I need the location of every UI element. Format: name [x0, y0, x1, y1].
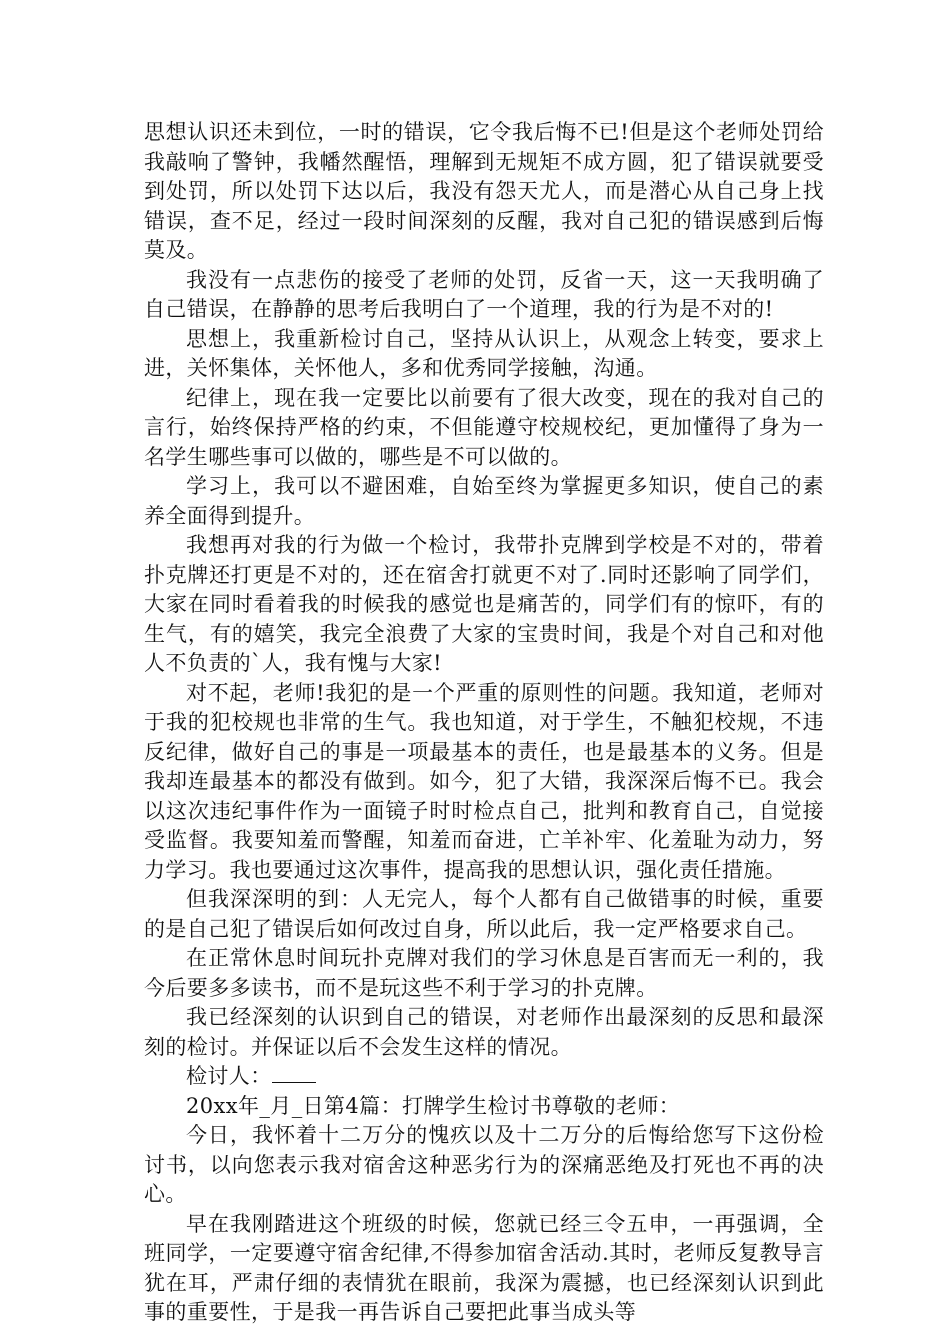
paragraph-9: 在正常休息时间玩扑克牌对我们的学习休息是百害而无一利的，我今后要多多读书，而不是玩这些不利于学习的扑克牌。 — [144, 946, 824, 1000]
paragraph-7: 对不起，老师!我犯的是一个严重的原则性的问题。我知道，老师对于我的犯校规也非常的生气。我也知道，对于学生，不触犯校规，不违反纪律，做好自己的事是一项最基本的责任，也是最基本的义务。但是我却连最基本的都没有做到。如今，犯了大错，我深深后悔不已。我会以这次违纪事件作为一面镜子时时检点自己，批判和教育自己，自觉接受监督。我要知羞而警醒，知羞而奋进，亡羊补牢、化羞耻为动力，努力学习。我也要通过这次事件，提高我的思想认识，强化责任措施。 — [144, 680, 824, 882]
signature-label: 检讨人： — [186, 1064, 272, 1088]
paragraph-1: 思想认识还未到位，一时的错误，它令我后悔不已!但是这个老师处罚给我敲响了警钟，我幡然醒悟，理解到无规矩不成方圆，犯了错误就要受到处罚，所以处罚下达以后，我没有怨天尤人，而是潜心从自己身上找错误，查不足，经过一段时间深刻的反醒，我对自己犯的错误感到后悔莫及。 — [144, 120, 824, 262]
paragraph-6: 我想再对我的行为做一个检讨，我带扑克牌到学校是不对的，带着扑克牌还打更是不对的，还在宿舍打就更不对了.同时还影响了同学们，大家在同时看着我的时候我的感觉也是痛苦的，同学们有的惊吓，有的生气，有的嬉笑，我完全浪费了大家的宝贵时间，我是个对自己和对他人不负责的`人，我有愧与大家! — [144, 533, 824, 675]
document-body — [144, 118, 824, 1328]
paragraph-2: 我没有一点悲伤的接受了老师的处罚，反省一天，这一天我明确了自己错误，在静静的思考后我明白了一个道理，我的行为是不对的! — [144, 267, 824, 321]
paragraph-4: 纪律上，现在我一定要比以前要有了很大改变，现在的我对自己的言行，始终保持严格的约束，不但能遵守校规校纪，更加懂得了身为一名学生哪些事可以做的，哪些是不可以做的。 — [144, 385, 824, 469]
paragraph-5: 学习上，我可以不避困难，自始至终为掌握更多知识，使自己的素养全面得到提升。 — [144, 474, 824, 528]
paragraph-8: 但我深深明的到：人无完人，每个人都有自己做错事的时候，重要的是自己犯了错误后如何改过自身，所以此后，我一定严格要求自己。 — [144, 887, 824, 941]
date-line: 20xx年_月_日第4篇：打牌学生检讨书尊敬的老师： — [186, 1093, 681, 1118]
signature-line — [144, 1062, 824, 1092]
paragraph-3: 思想上，我重新检讨自己，坚持从认识上，从观念上转变，要求上进，关怀集体，关怀他人，多和优秀同学接触，沟通。 — [144, 326, 824, 380]
paragraph-10: 我已经深刻的认识到自己的错误，对老师作出最深刻的反思和最深刻的检讨。并保证以后不会发生这样的情况。 — [144, 1005, 824, 1059]
signature-blank — [272, 1064, 316, 1083]
paragraph-11: 今日，我怀着十二万分的愧疚以及十二万分的后悔给您写下这份检讨书，以向您表示我对宿舍这种恶劣行为的深痛恶绝及打死也不再的决心。 — [144, 1123, 824, 1206]
paragraph-12: 早在我刚踏进这个班级的时候，您就已经三令五申，一再强调，全班同学，一定要遵守宿舍纪律,不得参加宿舍活动.其时，老师反复教导言犹在耳，严肃仔细的表情犹在眼前，我深为震撼，也已经深刻认识到此事的重要性，于是我一再告诉自己要把此事当成头等 — [144, 1211, 824, 1324]
